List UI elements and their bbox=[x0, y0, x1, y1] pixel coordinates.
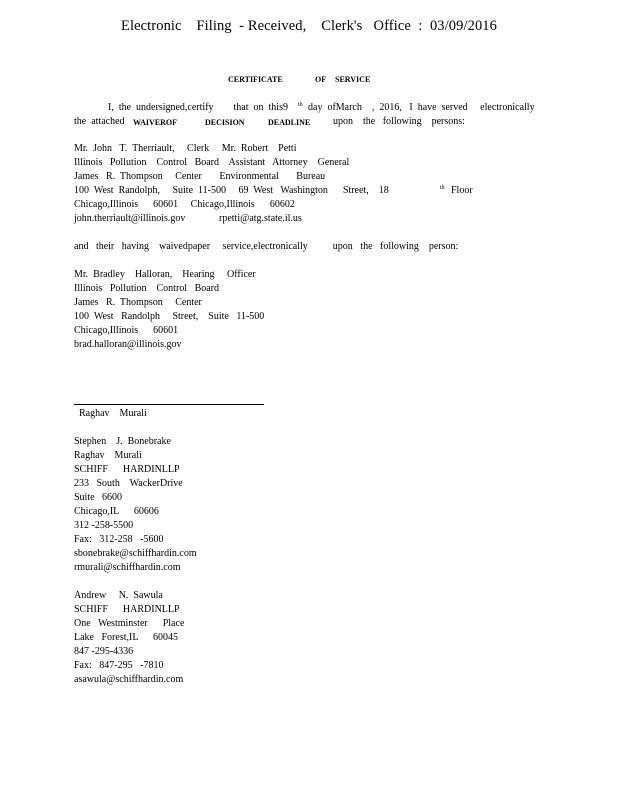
title-word-of: OF bbox=[315, 75, 327, 84]
clerk-email: john.therriault@illinois.gov bbox=[74, 213, 186, 224]
officer-line: Mr. Bradley Halloran, Hearing Officer bbox=[74, 269, 256, 280]
attorney-line: One Westminster Place bbox=[74, 618, 185, 629]
signature-line bbox=[74, 404, 264, 405]
floor-label: Floor bbox=[451, 185, 473, 196]
attorney-line: Stephen J. Bonebrake bbox=[74, 436, 171, 447]
floor-superscript: th bbox=[440, 185, 445, 191]
intro-line1-end: day ofMarch , 2016, I have served electronically bbox=[308, 102, 535, 113]
recipient-line: Illinois Pollution Control Board Assistant Attorney General bbox=[74, 157, 350, 168]
recipient-line: Mr. John T. Therriault, Clerk Mr. Robert Petti bbox=[74, 143, 297, 154]
title-word-service: SERVICE bbox=[335, 75, 371, 84]
intro-line1-start: I, the undersigned,certify that on this9 bbox=[108, 102, 288, 113]
attorney-line: Raghav Murali bbox=[74, 450, 142, 461]
attorney-email: sbonebrake@schiffhardin.com bbox=[74, 548, 197, 559]
officer-line: 100 West Randolph Street, Suite 11-500 bbox=[74, 311, 265, 322]
intro-line2-end: upon the following persons: bbox=[333, 116, 465, 127]
document-title-waiver: WAIVEROF bbox=[133, 118, 178, 127]
attorney-line: 312 -258-5500 bbox=[74, 520, 134, 531]
attorney-line: 233 South WackerDrive bbox=[74, 478, 183, 489]
attorney-line: Fax: 312-258 -5600 bbox=[74, 534, 164, 545]
waived-service-line: and their having waivedpaper service,electronically upon the following person: bbox=[74, 241, 459, 252]
officer-email: brad.halloran@illinois.gov bbox=[74, 339, 182, 350]
recipient-line: James R. Thompson Center Environmental Bureau bbox=[74, 171, 326, 182]
attorney-line: Lake Forest,IL 60045 bbox=[74, 632, 179, 643]
document-title-deadline: DEADLINE bbox=[268, 118, 311, 127]
attorney-line: Andrew N. Sawula bbox=[74, 590, 163, 601]
attorney-line: 847 -295-4336 bbox=[74, 646, 134, 657]
officer-line: Illinois Pollution Control Board bbox=[74, 283, 220, 294]
attorney-line: Fax: 847-295 -7810 bbox=[74, 660, 164, 671]
filing-header: Electronic Filing - Received, Clerk's Office : 03/09/2016 bbox=[121, 18, 497, 34]
recipient-line: 100 West Randolph, Suite 11-500 69 West Washington Street, 18 bbox=[74, 185, 389, 196]
document-title-decision: DECISION bbox=[205, 118, 245, 127]
attorney-line: Chicago,IL 60606 bbox=[74, 506, 159, 517]
attorney-line: SCHIFF HARDINLLP bbox=[74, 604, 180, 615]
attorney-email: rmurali@schiffhardin.com bbox=[74, 562, 181, 573]
officer-line: Chicago,Illinois 60601 bbox=[74, 325, 179, 336]
intro-line2-start: the attached bbox=[74, 116, 125, 127]
petti-email: rpetti@atg.state.il.us bbox=[219, 213, 302, 224]
signature-name: Raghav Murali bbox=[79, 408, 147, 419]
title-word-certificate: CERTIFICATE bbox=[228, 75, 283, 84]
attorney-line: SCHIFF HARDINLLP bbox=[74, 464, 180, 475]
officer-line: James R. Thompson Center bbox=[74, 297, 202, 308]
attorney-line: Suite 6600 bbox=[74, 492, 123, 503]
intro-superscript: th bbox=[298, 102, 303, 108]
recipient-line: Chicago,Illinois 60601 Chicago,Illinois 60602 bbox=[74, 199, 295, 210]
attorney-email: asawula@schiffhardin.com bbox=[74, 674, 184, 685]
